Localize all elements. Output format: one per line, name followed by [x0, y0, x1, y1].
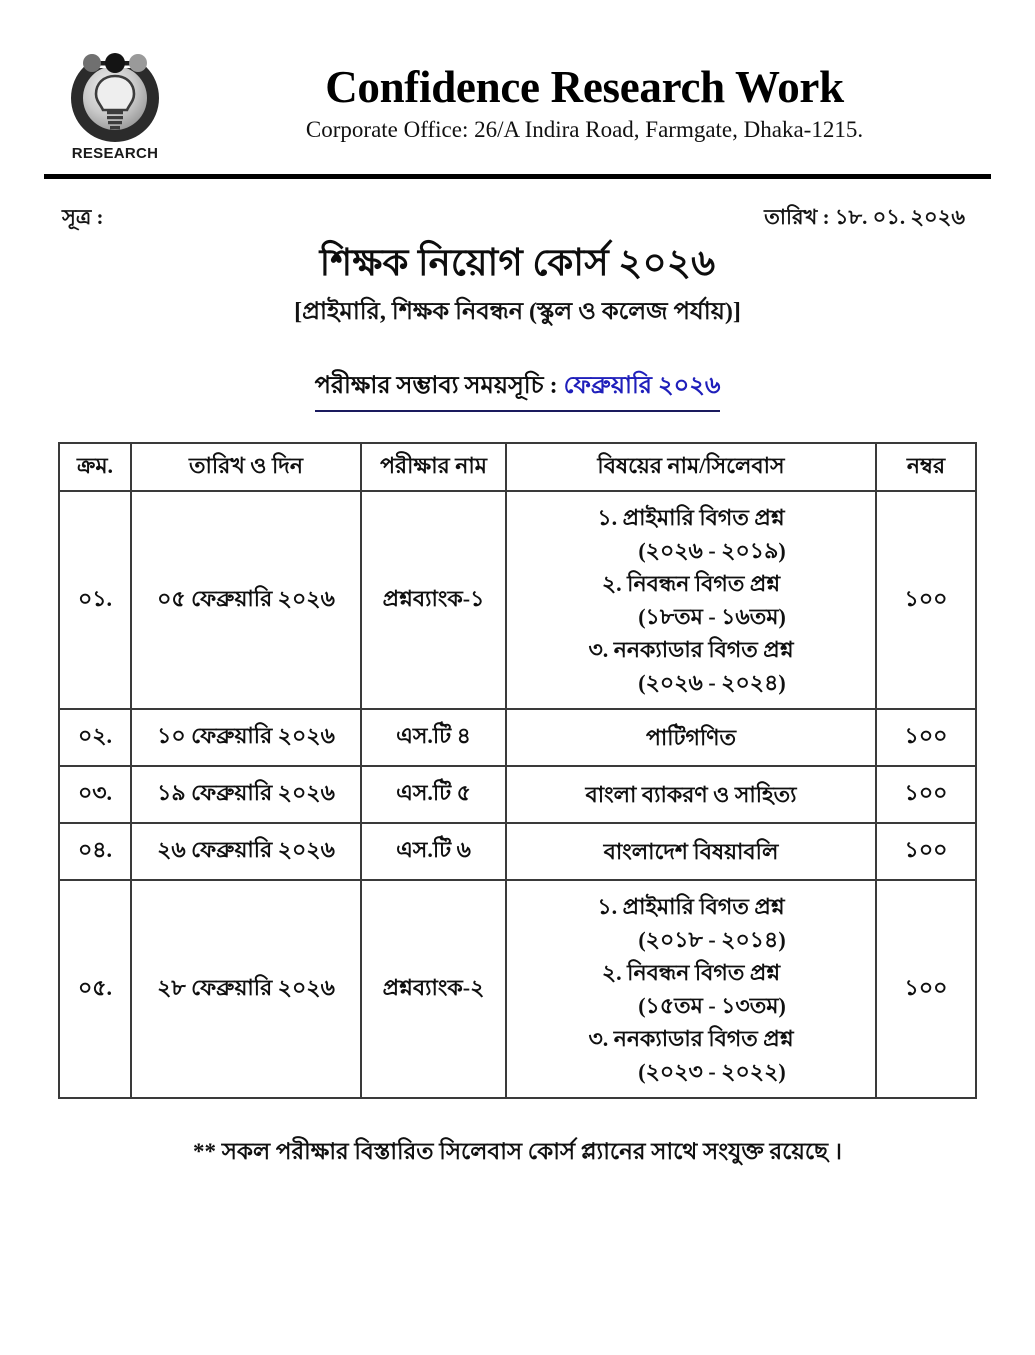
organization-name: Confidence Research Work	[325, 61, 844, 112]
cell-exam-name: এস.টি ৬	[361, 823, 506, 880]
cell-marks: ১০০	[876, 709, 976, 766]
logo-container	[0, 48, 230, 160]
column-header-date: তারিখ ও দিন	[131, 443, 361, 492]
cell-date: ২৮ ফেব্রুয়ারি ২০২৬	[131, 880, 361, 1098]
cell-sl: ০৩.	[59, 766, 131, 823]
cell-exam-name: এস.টি ৫	[361, 766, 506, 823]
syllabus-item: ১. প্রাইমারি বিগত প্রশ্ন	[597, 505, 785, 531]
lightbulb-research-icon	[63, 48, 167, 144]
cell-date: ১৯ ফেব্রুয়ারি ২০২৬	[131, 766, 361, 823]
header-divider	[44, 174, 991, 179]
letterhead-text	[230, 61, 1035, 145]
cell-date: ২৬ ফেব্রুয়ারি ২০২৬	[131, 823, 361, 880]
column-header-exam: পরীক্ষার নাম	[361, 443, 506, 492]
syllabus-item: ১. প্রাইমারি বিগত প্রশ্ন	[597, 894, 785, 920]
syllabus-range: (১৫তম - ১৩তম)	[638, 993, 786, 1019]
syllabus-item: বাংলাদেশ বিষয়াবলি	[603, 839, 779, 865]
page-title: শিক্ষক নিয়োগ কোর্স ২০২৬	[319, 243, 716, 284]
cell-sl: ০১.	[59, 491, 131, 709]
cell-marks: ১০০	[876, 880, 976, 1098]
page-subtitle: [প্রাইমারি, শিক্ষক নিবন্ধন (স্কুল ও কলেজ পর্যায়)]	[294, 298, 741, 325]
cell-exam-name: এস.টি ৪	[361, 709, 506, 766]
table-row	[59, 709, 976, 766]
reference-label: সূত্র :	[62, 205, 104, 229]
title-block	[0, 242, 1035, 412]
schedule-heading-prefix: পরীক্ষার সম্ভাব্য সময়সূচি :	[314, 372, 564, 399]
syllabus-item: বাংলা ব্যাকরণ ও সাহিত্য	[585, 782, 797, 808]
syllabus-item: ২. নিবন্ধন বিগত প্রশ্ন	[601, 571, 781, 597]
cell-date: ০৫ ফেব্রুয়ারি ২০২৬	[131, 491, 361, 709]
table-header-row	[59, 443, 976, 492]
syllabus-item: ৩. ননক্যাডার বিগত প্রশ্ন	[588, 1026, 794, 1052]
column-header-subject: বিষয়ের নাম/সিলেবাস	[506, 443, 876, 492]
cell-sl: ০২.	[59, 709, 131, 766]
cell-exam-name: প্রশ্নব্যাংক-২	[361, 880, 506, 1098]
syllabus-range: (২০১৮ - ২০১৪)	[638, 927, 786, 953]
cell-marks: ১০০	[876, 823, 976, 880]
cell-sl: ০৫.	[59, 880, 131, 1098]
cell-marks: ১০০	[876, 766, 976, 823]
syllabus-range: (২০২৬ - ২০২৪)	[638, 670, 786, 696]
schedule-heading-month: ফেব্রুয়ারি ২০২৬	[563, 372, 721, 399]
cell-sl: ০৪.	[59, 823, 131, 880]
syllabus-range: (১৮তম - ১৬তম)	[638, 604, 786, 630]
syllabus-item: পাটিগণিত	[645, 725, 737, 751]
column-header-marks: নম্বর	[876, 443, 976, 492]
schedule-table-wrapper	[58, 442, 977, 1100]
syllabus-range: (২০২৬ - ২০১৯)	[638, 538, 786, 564]
company-logo	[63, 48, 167, 160]
cell-date: ১০ ফেব্রুয়ারি ২০২৬	[131, 709, 361, 766]
date-label: তারিখ : ১৮. ০১. ২০২৬	[764, 205, 965, 229]
syllabus-item: ৩. ননক্যাডার বিগত প্রশ্ন	[588, 637, 794, 663]
letterhead	[0, 0, 1035, 166]
cell-marks: ১০০	[876, 491, 976, 709]
cell-subject	[506, 880, 876, 1098]
syllabus-item: ২. নিবন্ধন বিগত প্রশ্ন	[601, 960, 781, 986]
schedule-table	[58, 442, 977, 1100]
schedule-heading	[315, 367, 721, 412]
organization-address: Corporate Office: 26/A Indira Road, Farmgate, Dhaka-1215.	[305, 116, 864, 142]
table-row	[59, 491, 976, 709]
cell-subject	[506, 709, 876, 766]
cell-subject	[506, 766, 876, 823]
syllabus-range: (২০২৩ - ২০২২)	[638, 1059, 786, 1085]
meta-row	[62, 201, 965, 236]
table-row	[59, 766, 976, 823]
table-row	[59, 823, 976, 880]
schedule-table-body	[59, 491, 976, 1098]
cell-subject	[506, 491, 876, 709]
logo-caption: RESEARCH	[71, 145, 159, 162]
footnote: ** সকল পরীক্ষার বিস্তারিত সিলেবাস কোর্স প্ল্যানের সাথে সংযুক্ত রয়েছে ।	[192, 1139, 843, 1165]
cell-exam-name: প্রশ্নব্যাংক-১	[361, 491, 506, 709]
cell-subject	[506, 823, 876, 880]
table-row	[59, 880, 976, 1098]
column-header-sl: ক্রম.	[59, 443, 131, 492]
